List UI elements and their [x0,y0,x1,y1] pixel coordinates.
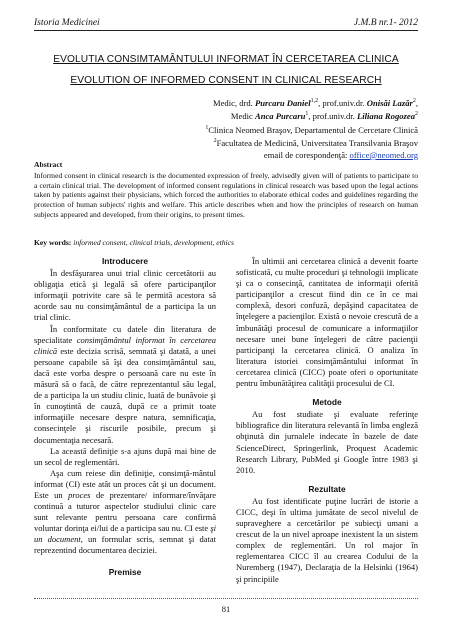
paragraph-intro-2: În conformitate cu datele din literatura de specialitate consimţământul informat în cercetarea clinică este decizia scrisă, semnată şi datată, a unei persoane capabile să îşi dea consimţământul sau, dacă este vorba despre o persoană care nu este în măsură să o facă, de către reprezentantul său legal, de a participa la un studiu clinic, luată de bunăvoie şi în cunoştintă de cauză, după ce a primit toate informaţiile necesare despre natura, semnificaţia, consecinţele şi riscurile posibile, precum şi documentaţia necesară. [34,323,217,445]
right-column [236,256,418,585]
heading-metode: Metode [312,397,342,408]
heading-premise: Premise [108,566,142,577]
author-line-2: Medic Anca Purcaru$^1$, prof.univ.dr. Liliana Rogozea$^2$ [230,111,418,122]
author-line-1: Medic, drd. Purcaru Daniel$^{1,2}$, prof.univ.dr. Onisăi Lazăr$^2$, [212,97,418,108]
header-rule [34,30,418,31]
affiliation-1: $^1$Clinica Neomed Braşov, Departamentul de Cercetare Clinică [205,124,418,135]
author-liliana-rogozea: Liliana Rogozea [356,111,415,122]
author-onisai-lazar: Onisăi Lazăr [366,97,413,108]
author-anca-purcaru: Anca Purcaru [254,111,306,122]
header-journal: J.M.B nr.1- 2012 [353,18,418,28]
title-english: EVOLUTION OF INFORMED CONSENT IN CLINICAL RESEARCH [70,75,382,86]
author-purcaru-daniel: Purcaru Daniel [254,97,311,108]
header-section: Istoria Medicinei [34,18,100,28]
abstract-text: Informed consent in clinical research is the documented expression of freely, advisedly given will of patients to participate to a certain clinical trial. The development of informed consent regulations in clinical research was based upon the legal actions taken by patients against their physicians, which forced the authorities to elaborate ethical codes and guidelines regarding the protection of human subjects' rights and welfare. This article describes when and how the principles of research on human subjects appeared and developed, from their origins, to present times. [34,170,418,219]
page-number: 81 [221,604,231,614]
abstract [34,160,418,220]
paragraph-metode: Au fost studiate şi evaluate referinţe bibliografice din literatura relevantă în limba engleză obţinută din jurnalele indecate în bazele de date ScienceDirect, Springerlink, Proquest Academic Research Library, PubMed şi Google între 1983 şi 2010. [236,409,418,475]
heading-rezultate: Rezultate [308,483,346,494]
keywords-value: informed consent, clinical trials, development, ethics [73,238,234,247]
paragraph-rezultate: Au fost identificate puţine lucrări de istorie a CICC, deşi în ultima jumătate de secol nivelul de supraveghere a cercetărilor pe subiecţi umani a crescut de la un nivel aproape inexistent la un sistem complex de reglementări. Un rol major în reglementarea CICC îl au crearea Codului de la Nuremberg (1947), Declaraţia de la Helsinki (1964) şi principiile [236,495,418,584]
keywords-label: Key words: [34,238,74,247]
paragraph-right-1: În ultimii ani cercetarea clinică a devenit foarte sofisticată, cu multe proceduri şi tehnologii implicate şi ca o consecinţă, cantitatea de informaţii oferită participanţilor a crescut fiind din ce în ce mai complexă, desori confuză, depăşind capacitatea de înţelegere a pacienţilor. Există o nevoie crescută de a îmbunătăţi procesul de comunicare a informaţiilor necesare unei bune înţelegeri de către pacienţii participanţi la cercetarea clinică. O analiza în literatura istoriei consimţământului informat în cercetarea clinică (CICC) poate oferi o oportunitate pentru îmbunătăţirea calităţii procesului de CI. [236,256,418,389]
paragraph-intro-1: În desfăşurarea unui trial clinic cercetătorii au obligaţia etică şi legală să ofere participanţilor informaţii potrivite care să le permită acestora să acorde sau nu consimţământul de a participa la un trial clinic. [34,268,216,323]
running-header [34,10,418,28]
title-romanian: EVOLUTIA CONSIMTAMÂNTULUI INFORMAT ÎN CERCETAREA CLINICA [53,54,399,65]
correspondence: email de corespondenţă: office@neomed.org [263,149,418,160]
left-column [34,256,216,579]
abstract-heading: Abstract [34,160,63,169]
keywords [34,238,418,247]
email-link[interactable]: office@neomed.org [349,149,418,160]
paragraph-intro-3: La această definiţie s-a ajuns după mai bine de un secol de reglementări. [34,445,216,467]
heading-introducere: Introducere [101,256,149,266]
affiliation-2: $^2$Facultatea de Medicină, Universitatea Transilvania Braşov [213,138,418,149]
author-block [118,96,418,161]
paragraph-intro-4: Aşa cum reiese din definiţie, consimţă-mântul informat (CI) este atât un proces cât şi un document. Este un proces de prezentare/ informare/învăţare continuă a tuturor aspectelor studiului clinic care sunt relevante pentru persoana care confirmă voluntar dorinţa ei/lui de a participa sau nu. CI este şi un document, un formular scris, semnat şi datat reprezentind documentarea deciziei. [34,467,217,556]
footer-rule [34,598,418,599]
